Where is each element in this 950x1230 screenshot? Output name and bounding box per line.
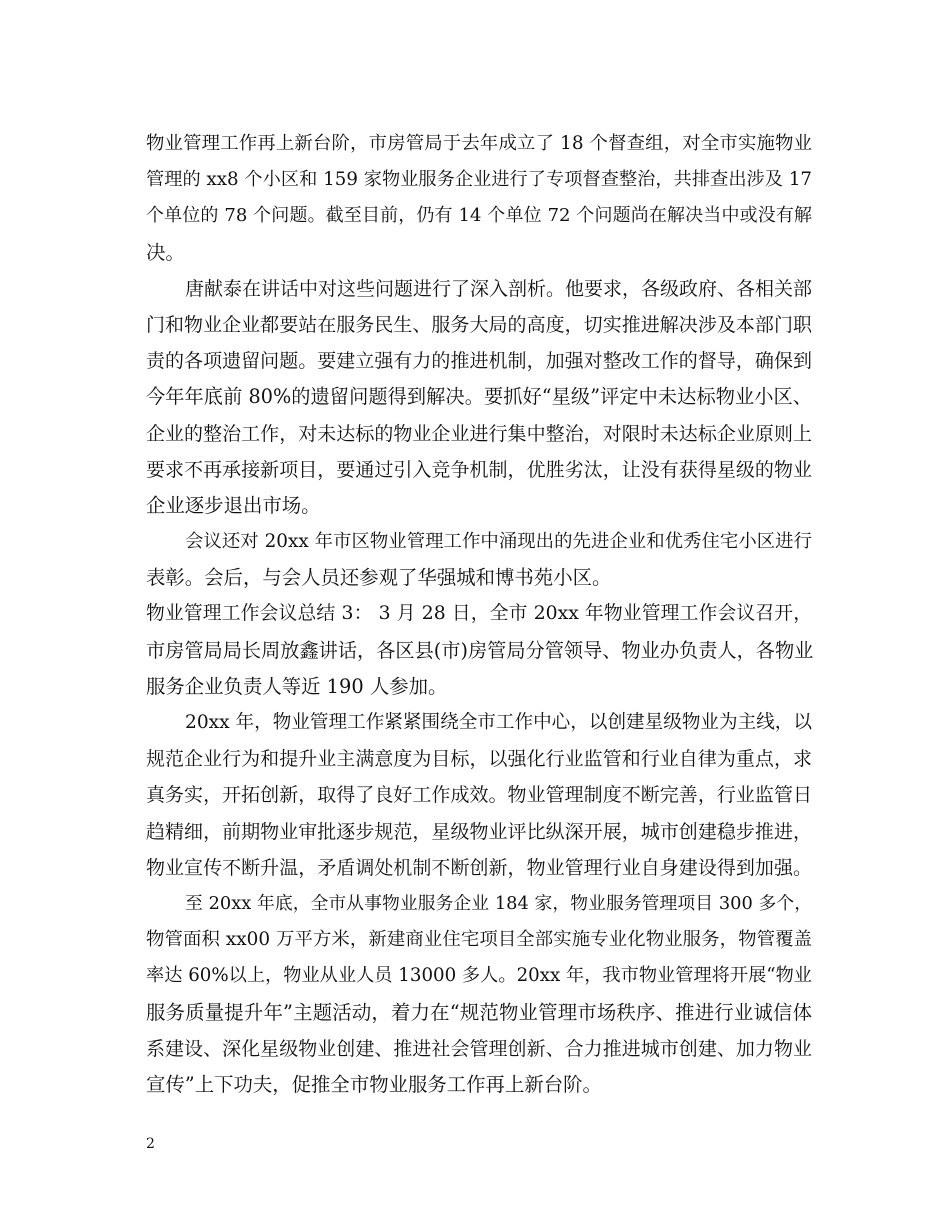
text-line: [146, 343, 812, 379]
text-line: [146, 126, 812, 162]
text-line: [146, 1067, 812, 1103]
text-line: [146, 669, 812, 705]
text-line-content: 要求不再承接新项目，要通过引入竞争机制，优胜劣汰，让没有获得星级的物业: [146, 458, 812, 481]
document-body: [146, 126, 812, 1103]
text-line: [146, 488, 812, 524]
text-line-content: 物业宣传不断升温，矛盾调处机制不断创新，物业管理行业自身建设得到加强。: [146, 856, 812, 879]
text-line: [146, 307, 812, 343]
text-line: [146, 198, 812, 234]
text-line: [146, 596, 812, 632]
text-line: [146, 452, 812, 488]
text-line: [146, 416, 812, 452]
text-line-content: 物业管理工作再上新台阶，市房管局于去年成立了 18 个督查组，对全市实施物业: [146, 133, 812, 154]
text-line-content: 规范企业行为和提升业主满意度为目标，以强化行业监管和行业自律为重点，求: [146, 748, 812, 771]
text-line: [146, 850, 812, 886]
text-line-content: 系建设、深化星级物业创建、推进社会管理创新、合力推进城市创建、加力物业: [146, 1037, 812, 1060]
text-line-content: 趋精细，前期物业审批逐步规范，星级物业评比纵深开展，城市创建稳步推进，: [146, 820, 812, 843]
text-line-content: 市房管局局长周放鑫讲话，各区县(市)房管局分管领导、物业办负责人，各物业: [146, 638, 814, 662]
text-line-content: 宣传”上下功夫，促推全市物业服务工作再上新台阶。: [146, 1072, 602, 1096]
text-line-content: 率达 60%以上，物业从业人员 13000 多人。20xx 年，我市物业管理将开展“物业: [146, 965, 812, 987]
text-line: [146, 633, 812, 669]
text-line: [146, 379, 812, 415]
text-line: [146, 524, 812, 560]
page-number: 2: [146, 1136, 155, 1152]
text-line: [146, 995, 812, 1031]
text-line-content: 服务质量提升年”主题活动，着力在“规范物业管理市场秩序、推进行业诚信体: [146, 1000, 812, 1024]
text-line-content: 决。: [146, 240, 185, 264]
text-line-content: 今年年底前 80%的遗留问题得到解决。要抓好“星级”评定中未达标物业小区、: [146, 385, 812, 409]
text-line: [146, 705, 812, 741]
text-line-content: 唐献泰在讲话中对这些问题进行了深入剖析。他要求，各级政府、各相关部: [185, 277, 813, 300]
text-line-content: 物管面积 xx00 万平方米，新建商业住宅项目全部实施专业化物业服务，物管覆盖: [146, 929, 812, 951]
text-line: [146, 1031, 812, 1067]
text-line: [146, 560, 812, 596]
text-line-content: 门和物业企业都要站在服务民生、服务大局的高度，切实推进解决涉及本部门职: [146, 313, 812, 336]
text-line-content: 20xx 年，物业管理工作紧紧围绕全市工作中心，以创建星级物业为主线，以: [185, 712, 812, 733]
text-line-content: 真务实，开拓创新，取得了良好工作成效。物业管理制度不断完善，行业监管日: [146, 784, 812, 807]
text-line-content: 责的各项遗留问题。要建立强有力的推进机制，加强对整改工作的督导，确保到: [146, 350, 812, 373]
text-line: [146, 958, 812, 994]
text-line-content: 个单位的 78 个问题。截至目前，仍有 14 个单位 72 个问题尚在解决当中或没有解: [146, 205, 812, 227]
text-line: [146, 814, 812, 850]
text-line: [146, 162, 812, 198]
text-line: [146, 741, 812, 777]
text-line-content: 会议还对 20xx 年市区物业管理工作中涌现出的先进企业和优秀住宅小区进行: [185, 531, 812, 553]
text-line: [146, 235, 812, 271]
text-line: [146, 886, 812, 922]
text-line-content: 服务企业负责人等近 190 人参加。: [146, 674, 448, 698]
text-line-content: 企业的整治工作，对未达标的物业企业进行集中整治，对限时未达标企业原则上: [146, 422, 812, 445]
text-line-content: 物业管理工作会议总结 3： 3 月 28 日，全市 20xx 年物业管理工作会议召开，: [146, 603, 812, 625]
text-line: [146, 922, 812, 958]
text-line-content: 企业逐步退出市场。: [146, 493, 321, 517]
text-line: [146, 777, 812, 813]
text-line: [146, 271, 812, 307]
text-line-content: 管理的 xx8 个小区和 159 家物业服务企业进行了专项督查整治，共排查出涉及 17: [146, 169, 812, 191]
text-line-content: 表彰。会后，与会人员还参观了华强城和博书苑小区。: [146, 566, 612, 590]
text-line-content: 至 20xx 年底，全市从事物业服务企业 184 家，物业服务管理项目 300 多个，: [185, 892, 812, 914]
